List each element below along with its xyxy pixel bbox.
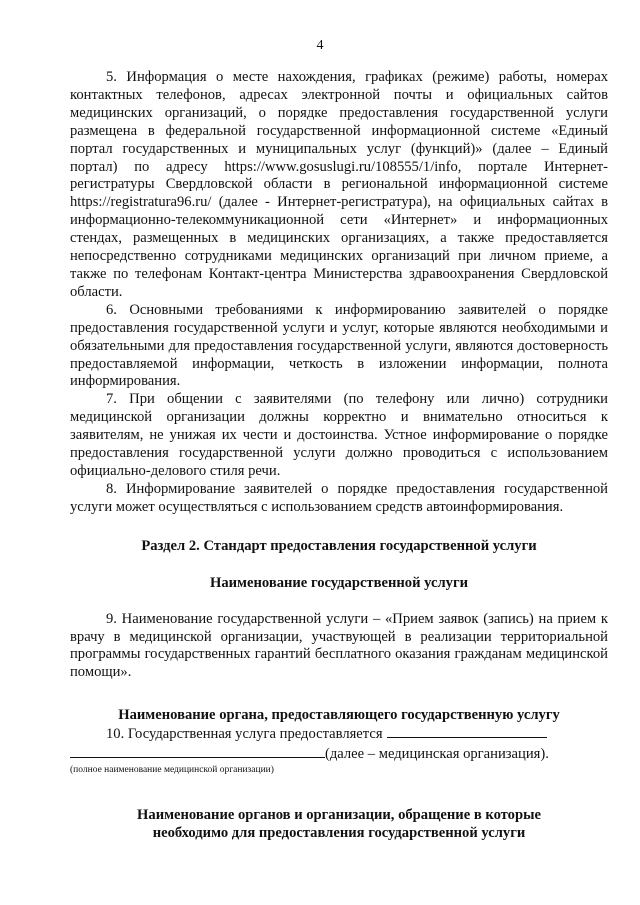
organization-name-footnote: (полное наименование медицинской организации) [70,765,274,776]
document-body [70,69,608,842]
paragraph-7: 7. При общении с заявителями (по телефону или лично) сотрудники медицинской организации должны корректно и внимательно относиться к заявителям, не унижая их чести и достоинства. Устное информирование о порядке предоставления государственной услуги должно проводиться с использованием официально-делового стиля речи. [70,391,608,479]
service-name-heading: Наименование государственной услуги [210,574,468,591]
paragraph-10-end: (далее – медицинская организация). [325,746,549,763]
paragraph-6: 6. Основными требованиями к информированию заявителей о порядке предоставления государственной услуги и услуг, которые являются необходимыми и обязательными для предоставления государственной услуги, являются достоверность предоставляемой информации, четкость в изложении информации, полнота информирования. [70,301,608,390]
providing-organ-heading: Наименование органа, предоставляющего государственную услугу [118,707,560,724]
paragraph-10-line-2 [70,744,608,764]
paragraph-10-start: 10. Государственная услуга предоставляется [106,726,383,743]
paragraph-8: 8. Информирование заявителей о порядке предоставления государственной услуги может осуществляться с использованием средств автоинформирования. [70,480,608,515]
page-number: 4 [316,38,324,53]
organization-name-blank-continued [70,744,325,758]
paragraph-9: 9. Наименование государственной услуги – «Прием заявок (запись) на прием к врачу в медицинской организации, участвующей в реализации территориальной программы государственных гарантий бесплатного оказания гражданам медицинской помощи». [70,610,608,681]
organizations-heading-line-1: Наименование органов и организации, обращение в которые [137,807,541,824]
organizations-heading [70,806,608,842]
paragraph-10-line-1 [70,724,608,744]
organizations-heading-line-2: необходимо для предоставления государственной услуги [152,825,526,842]
organization-name-blank [387,724,547,738]
paragraph-5: 5. Информация о месте нахождения, графиках (режиме) работы, номерах контактных телефонов, адресах электронной почты и официальных сайтов медицинских организаций, о порядке предоставления государственной услуги размещена в федеральной государственной информационной системе «Единый портал государственных и муниципальных услуг (функций)» (далее – Единый портал) по адресу https://www.gosuslugi.ru/108555/1/info, портале Интернет-регистратуры Свердловской области в региональной информационной системе https://registratura96.ru/ (далее - Интернет-регистратура), на официальных сайтах в информационно-телекоммуникационной сети «Интернет» и информационных стендах, размещенных в медицинских организациях, а также предоставляется непосредственно сотрудниками медицинских организаций при личном приеме, а также по телефонам Контакт-центра Министерства здравоохранения Свердловской области. [70,69,608,300]
section-2-heading: Раздел 2. Стандарт предоставления государственной услуги [141,537,537,554]
